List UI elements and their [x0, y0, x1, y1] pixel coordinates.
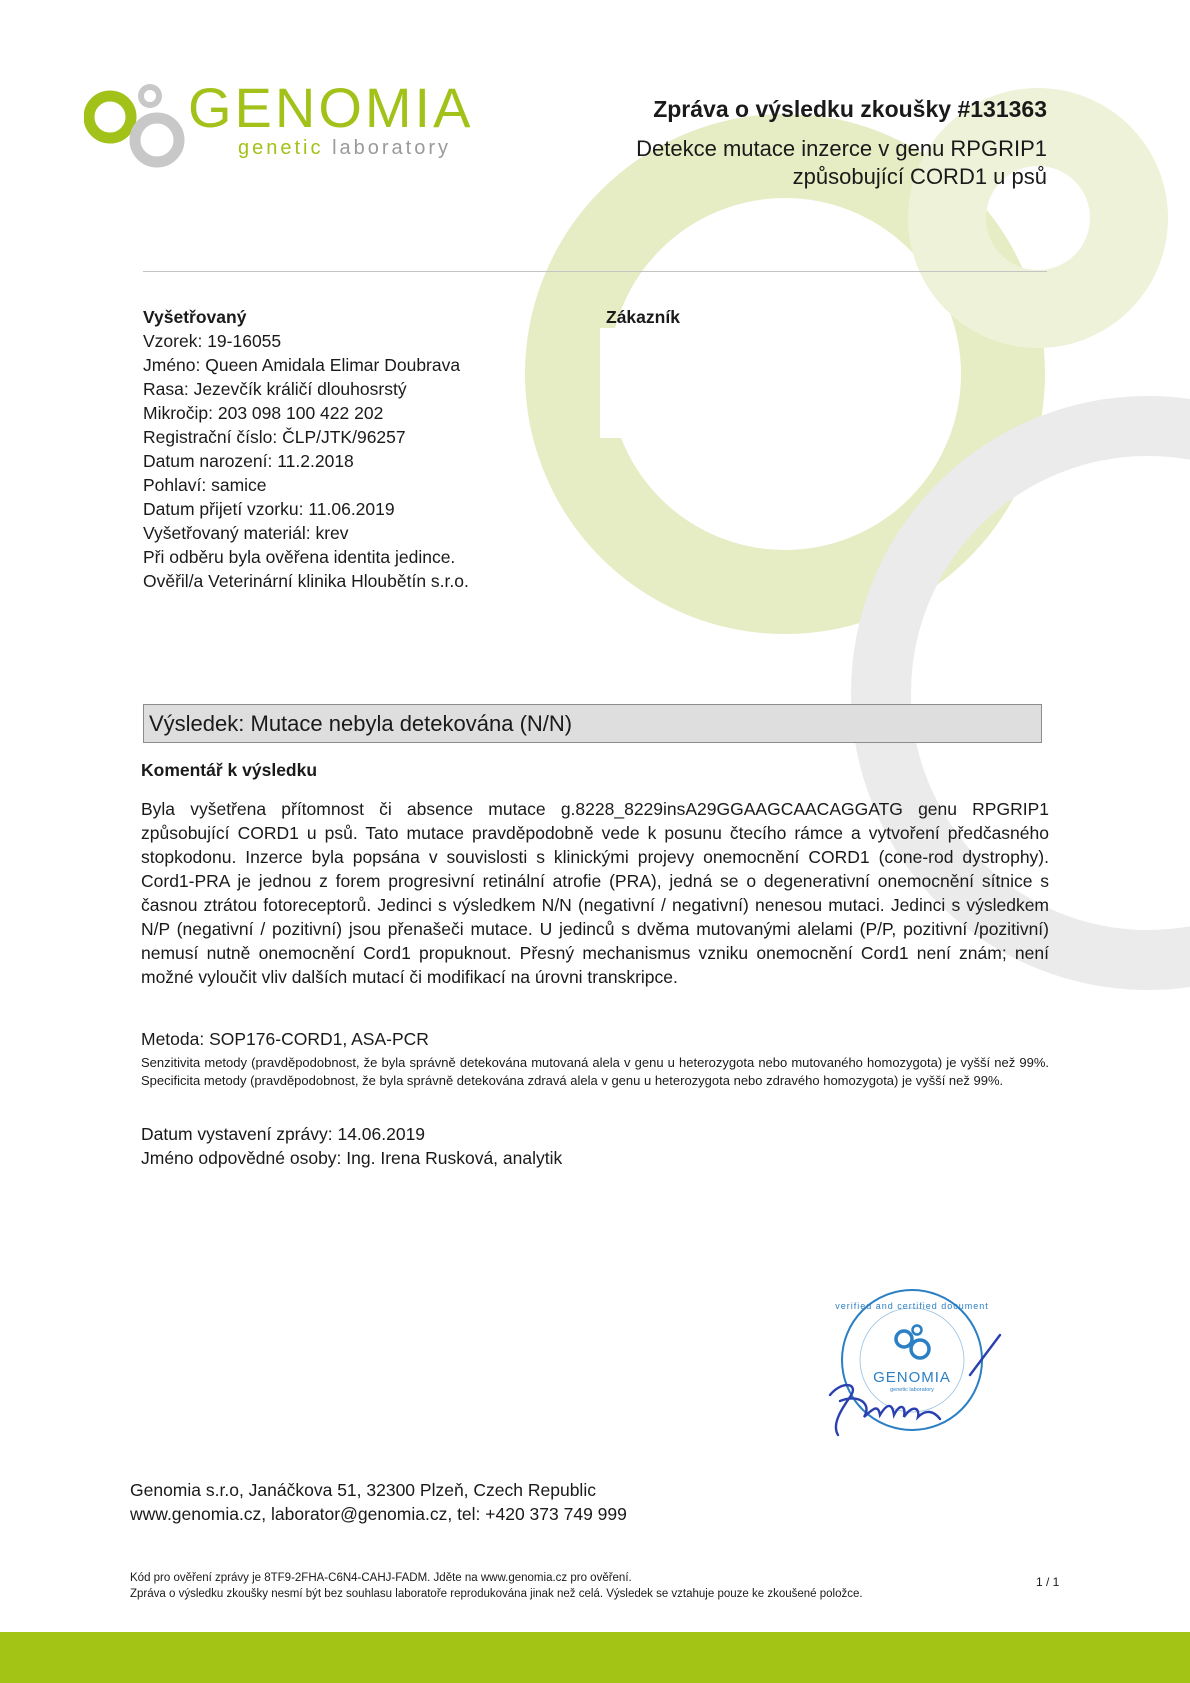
certification-stamp-icon [820, 1275, 1020, 1450]
examined-line: Vzorek: 19-16055 [143, 331, 282, 351]
logo-tag-green: genetic [238, 137, 324, 159]
stamp-name: GENOMIA [873, 1369, 951, 1386]
examined-line: Datum přijetí vzorku: 11.06.2019 [143, 499, 395, 519]
examined-line: Vyšetřovaný materiál: krev [143, 523, 349, 543]
comment-heading: Komentář k výsledku [141, 760, 318, 780]
responsible-person: Jméno odpovědné osoby: Ing. Irena Rusková, analytik [141, 1148, 563, 1168]
footer-address: Genomia s.r.o, Janáčkova 51, 32300 Plzeň, Czech Republic [130, 1480, 596, 1500]
report-subtitle-line1: Detekce mutace inzerce v genu RPGRIP1 [636, 136, 1047, 161]
report-subtitle [527, 135, 1047, 191]
examined-heading: Vyšetřovaný [143, 307, 247, 327]
examined-line: Rasa: Jezevčík králičí dlouhosrstý [143, 379, 407, 399]
method-heading: Metoda: SOP176-CORD1, ASA-PCR [141, 1029, 429, 1049]
logo-tagline [238, 138, 451, 158]
footer-disclaimer: Zpráva o výsledku zkoušky nesmí být bez souhlasu laboratoře reprodukována jinak než celá. Výsledek se vztahuje pouze ke zkoušené položce. [130, 1588, 863, 1600]
report-subtitle-line2: způsobující CORD1 u psů [792, 164, 1047, 189]
examined-line: Datum narození: 11.2.2018 [143, 451, 354, 471]
examined-line: Pohlaví: samice [143, 475, 267, 495]
result-box: Výsledek: Mutace nebyla detekována (N/N) [143, 704, 1042, 743]
examined-line: Registrační číslo: ČLP/JTK/96257 [143, 427, 406, 447]
logo-wordmark: GENOMIA [188, 76, 474, 139]
footer-contact: www.genomia.cz, laborator@genomia.cz, tel: +420 373 749 999 [130, 1504, 627, 1524]
comment-body: Byla vyšetřena přítomnost či absence mutace g.8228_8229insA29GGAAGCAACAGGATG genu RPGRIP1 způsobující CORD1 u psů. Tato mutace pravděpodobně vede k posunu čtecího rámce a vytvoření předčasného stopkodonu. Inzerce byla popsána v souvislosti s klinickými projevy onemocnění CORD1 (cone-rod dystrophy). Cord1-PRA je jednou z forem progresivní retinální atrofie (PRA), jedná se o degenerativní onemocnění sítnice s časnou ztrátou fotoreceptorů. Jedinci s výsledkem N/N (negativní / negativní) nenesou mutaci. Jedinci s výsledkem N/P (negativní / pozitivní) jsou přenašeči mutace. U jedinců s dvěma mutovanými alelami (P/P, pozitivní /pozitivní) nemusí nutně onemocnění Cord1 propuknout. Přesný mechanismus vzniku onemocnění Cord1 není znám; není možné vyloučit vliv dalších mutací či modifikací na úrovni transkripce. [141, 799, 1049, 987]
examined-line: Ověřil/a Veterinární klinika Hloubětín s.r.o. [143, 571, 469, 591]
bottom-brand-bar [0, 1632, 1190, 1683]
logo-tag-gray: laboratory [332, 137, 451, 159]
examined-line: Jméno: Queen Amidala Elimar Doubrava [143, 355, 461, 375]
customer-mask [600, 328, 730, 438]
page-number: 1 / 1 [1036, 1575, 1060, 1589]
customer-heading: Zákazník [606, 307, 680, 327]
stamp-ring-text: verified and certified document [835, 1301, 989, 1311]
examined-line: Mikročip: 203 098 100 422 202 [143, 403, 384, 423]
header-divider [143, 271, 1047, 272]
examined-line: Při odběru byla ověřena identita jedince. [143, 547, 456, 567]
examined-section [143, 305, 583, 593]
stamp-sub: genetic laboratory [890, 1387, 934, 1393]
report-title: Zpráva o výsledku zkoušky #131363 [653, 96, 1047, 122]
footer-verification-code: Kód pro ověření zprávy je 8TF9-2FHA-C6N4-CAHJ-FADM. Jděte na www.genomia.cz pro ověření. [130, 1572, 632, 1584]
issue-date: Datum vystavení zprávy: 14.06.2019 [141, 1124, 426, 1144]
method-body: Senzitivita metody (pravděpodobnost, že byla správně detekována mutovaná alela v genu u heterozygota nebo mutovaného homozygota) je vyšší než 99%. Specificita metody (pravděpodobnost, že byla správně detekována zdravá alela v genu u heterozygota nebo zdravého homozygota) je vyšší než 99%. [141, 1055, 1049, 1088]
